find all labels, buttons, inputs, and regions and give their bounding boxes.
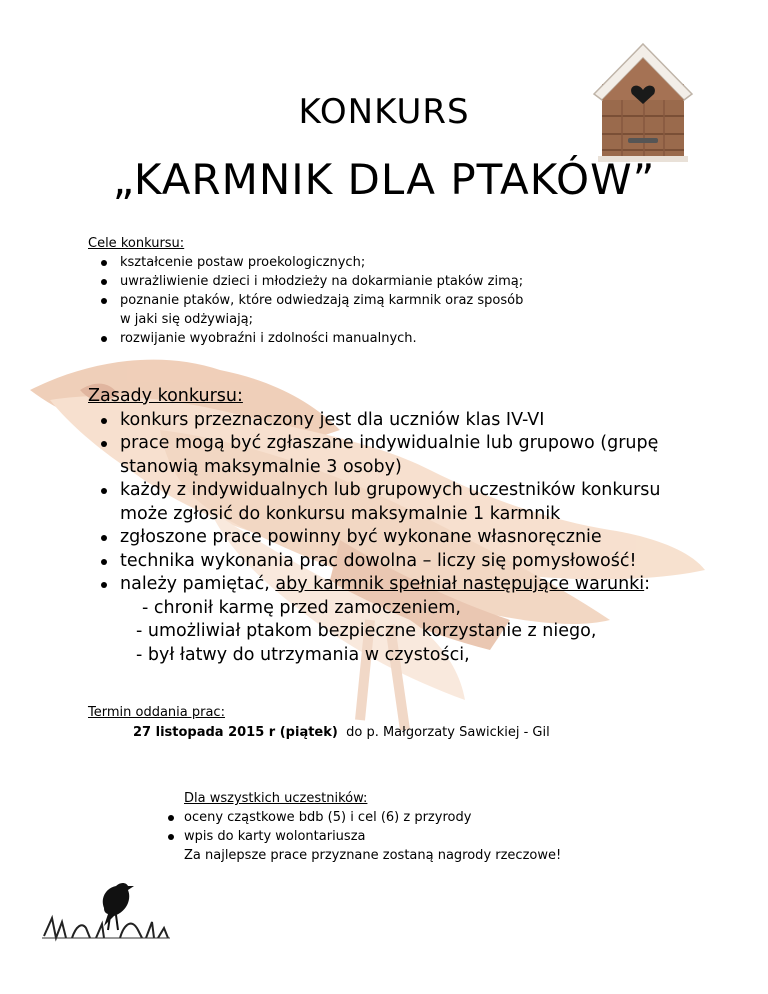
- list-item: prace mogą być zgłaszane indywidualnie lub grupowo (grupę: [88, 432, 698, 456]
- list-item: uwrażliwienie dzieci i młodzieży na dokarmianie ptaków zimą;: [88, 272, 523, 291]
- contest-name: „KARMNIK DLA PTAKÓW”: [112, 155, 656, 204]
- goals-section: [88, 234, 523, 348]
- condition-line: - chronił karmę przed zamoczeniem,: [142, 597, 461, 618]
- deadline-heading: Termin oddania prac:: [88, 705, 225, 720]
- list-item: [88, 573, 698, 597]
- list-item: każdy z indywidualnych lub grupowych uczestników konkursu: [88, 479, 698, 503]
- prize-note: Za najlepsze prace przyznane zostaną nagrody rzeczowe!: [184, 848, 562, 863]
- conditions-lead: aby karmnik spełniał następujące warunki: [275, 574, 645, 594]
- page-title: KONKURS: [298, 92, 470, 132]
- rules-list: [88, 409, 698, 597]
- list-item-continuation: może zgłosić do konkursu maksymalnie 1 karmnik: [120, 503, 561, 524]
- list-item: wpis do karty wolontariusza: [166, 827, 561, 846]
- list-item-continuation: stanowią maksymalnie 3 osoby): [120, 456, 402, 477]
- list-item: technika wykonania prac dowolna – liczy się pomysłowość!: [88, 550, 698, 574]
- participants-section: [184, 789, 561, 865]
- participants-heading: Dla wszystkich uczestników:: [184, 791, 368, 806]
- rules-heading: Zasady konkursu:: [88, 386, 243, 406]
- list-item-continuation: w jaki się odżywiają;: [120, 312, 254, 327]
- deadline-date: 27 listopada 2015 r (piątek): [133, 725, 338, 740]
- condition-line: - umożliwiał ptakom bezpieczne korzystanie z niego,: [136, 621, 597, 641]
- participants-list: [184, 808, 561, 846]
- goals-heading: Cele konkursu:: [88, 236, 185, 251]
- bird-on-grass-icon: [42, 878, 172, 950]
- list-item-text: :: [644, 574, 651, 594]
- list-item: rozwijanie wyobraźni i zdolności manualnych.: [88, 329, 523, 348]
- list-item: poznanie ptaków, które odwiedzają zimą karmnik oraz sposób: [88, 291, 523, 310]
- condition-line: - był łatwy do utrzymania w czystości,: [136, 644, 470, 665]
- list-item: oceny cząstkowe bdb (5) i cel (6) z przyrody: [166, 808, 561, 827]
- list-item: zgłoszone prace powinny być wykonane własnoręcznie: [88, 526, 698, 550]
- list-item: konkurs przeznaczony jest dla uczniów klas IV-VI: [88, 409, 698, 433]
- goals-list: [88, 253, 523, 348]
- deadline-place: do p. Małgorzaty Sawickiej - Gil: [346, 725, 550, 740]
- deadline-section: [88, 703, 550, 743]
- list-item: kształcenie postaw proekologicznych;: [88, 253, 523, 272]
- list-item-text: należy pamiętać,: [120, 574, 276, 594]
- rules-section: [88, 385, 698, 667]
